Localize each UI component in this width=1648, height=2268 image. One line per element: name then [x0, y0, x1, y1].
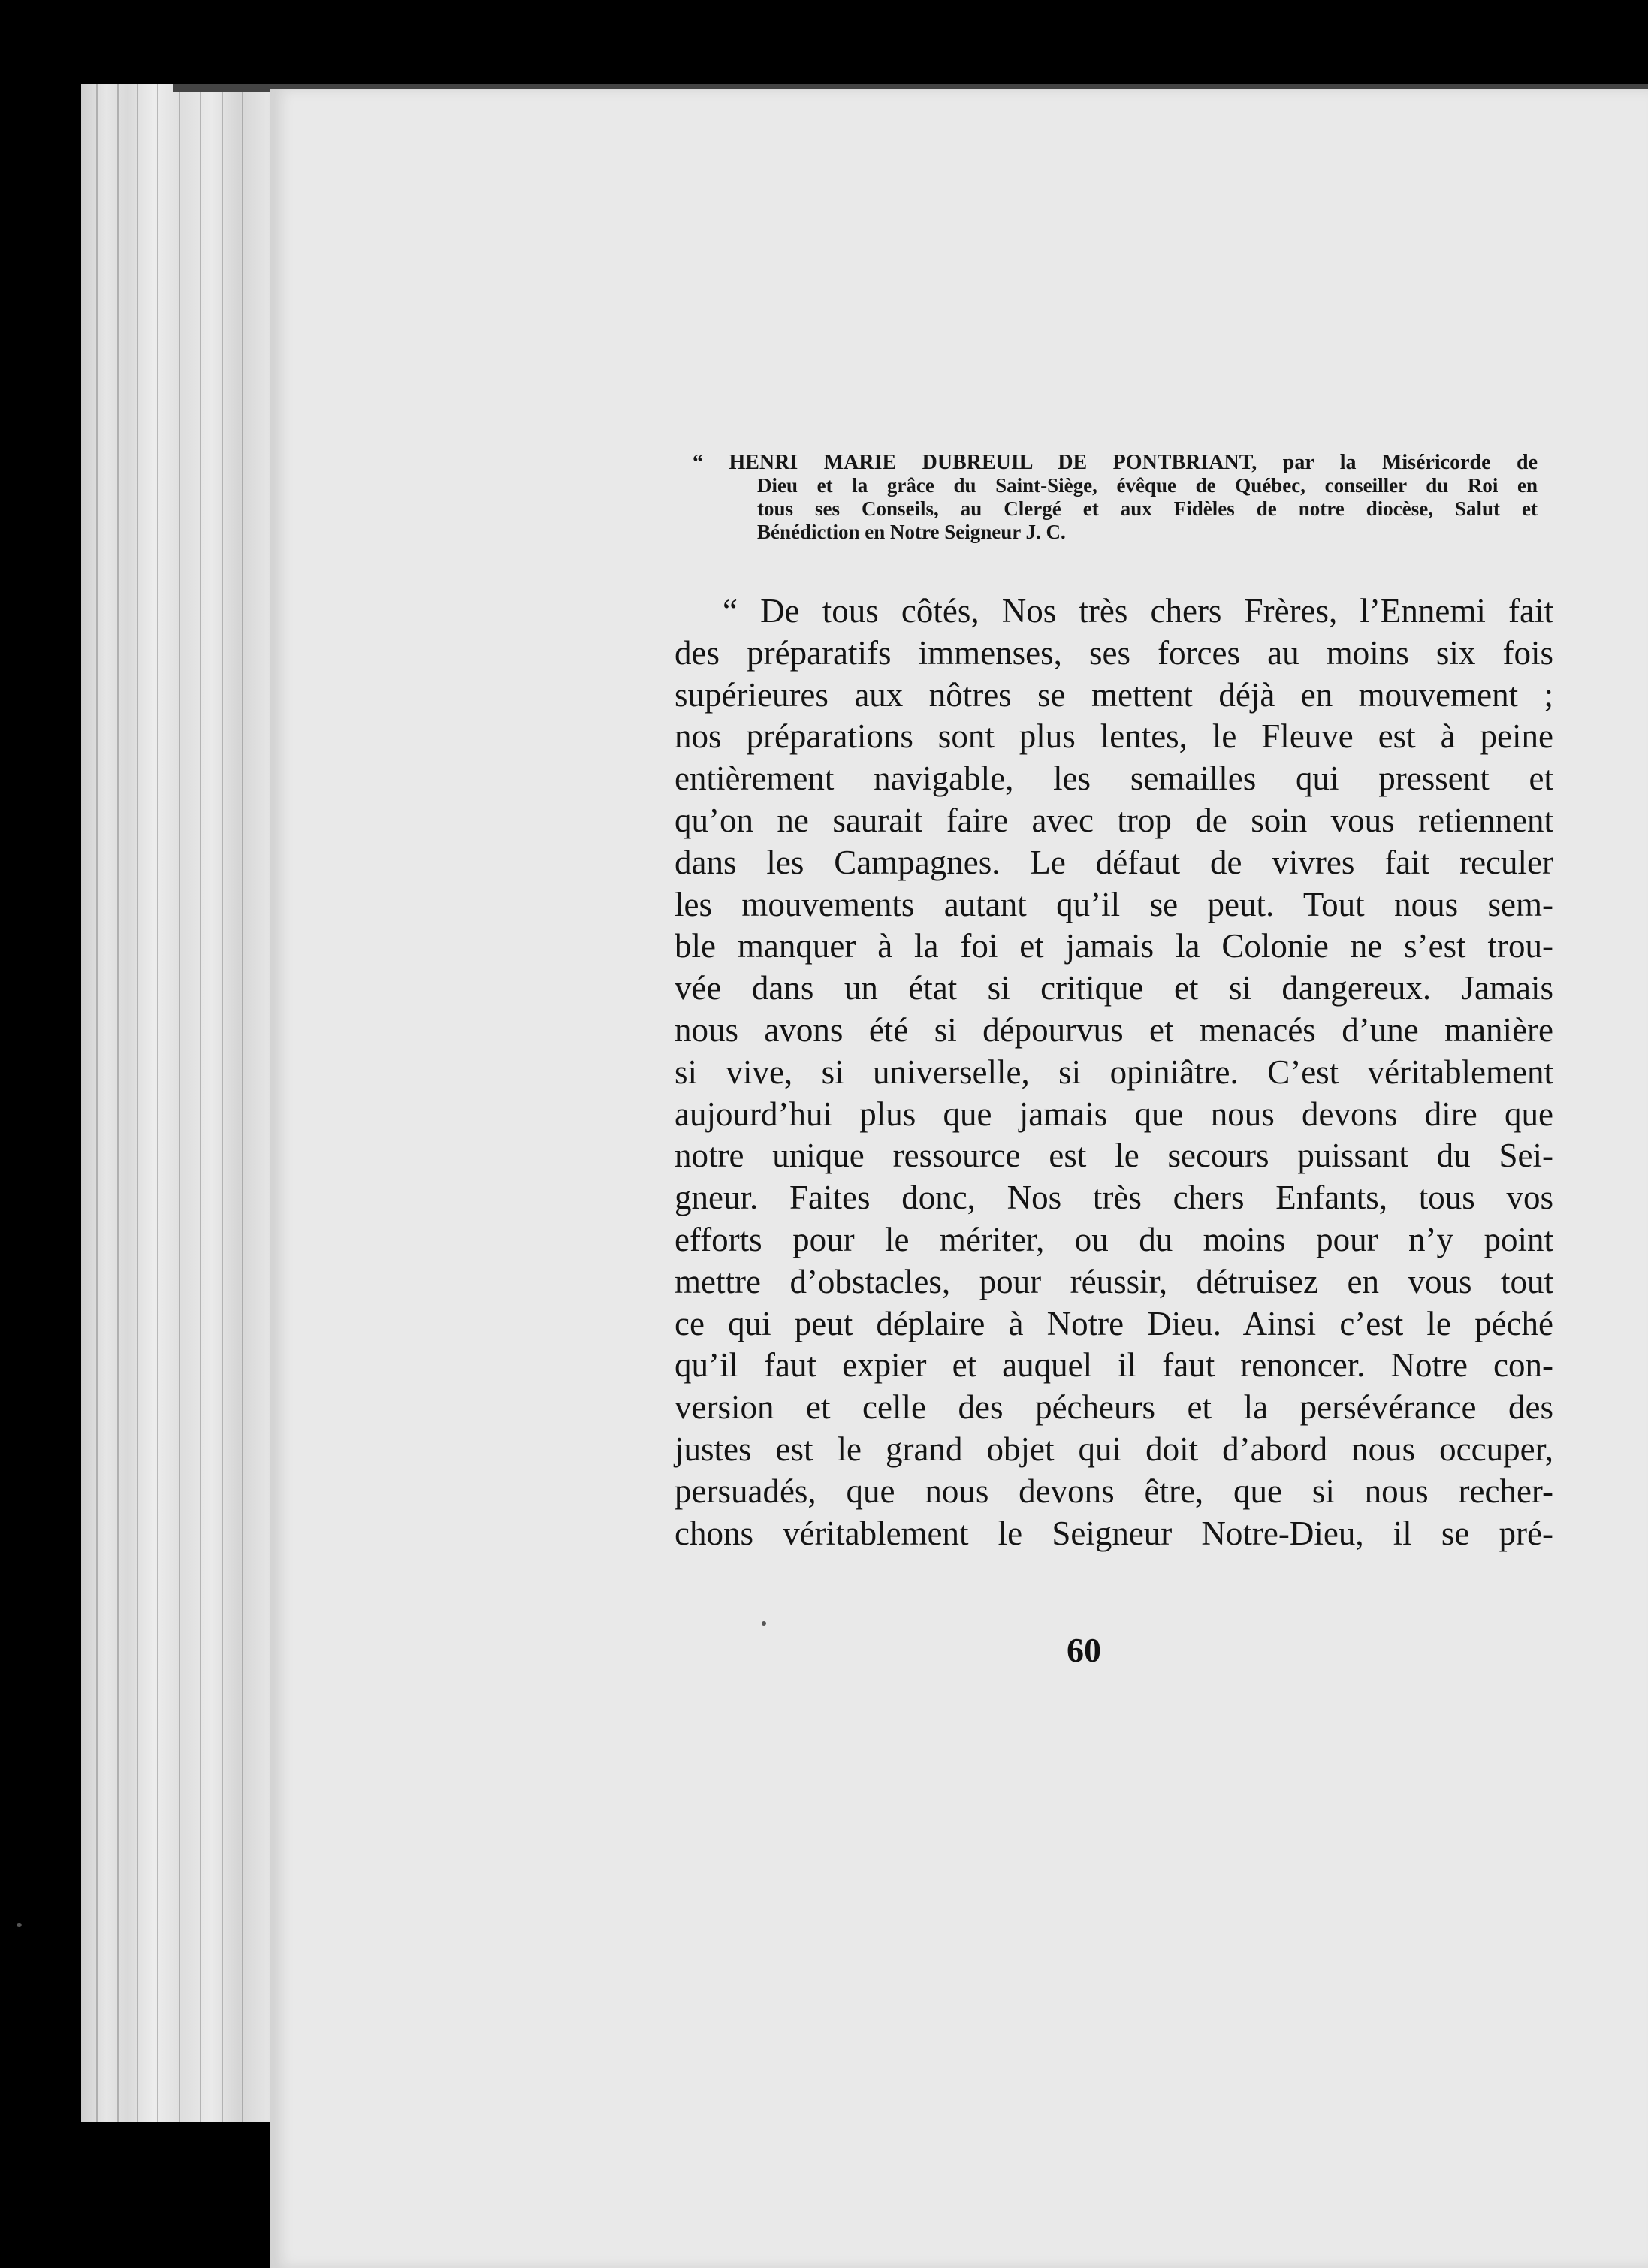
- header-line: tous ses Conseils, au Clergé et aux Fidèles de notre diocèse, Salut et: [757, 497, 1538, 520]
- page-number: 60: [1067, 1631, 1101, 1669]
- body-line: efforts pour le mériter, ou du moins pour n’y point: [675, 1220, 1553, 1258]
- page-edge-line: [96, 84, 98, 2122]
- page-edge-line: [222, 84, 223, 2122]
- page-edge-line: [179, 84, 180, 2122]
- body-line: version et celle des pécheurs et la persévérance des: [675, 1388, 1553, 1427]
- body-line: qu’il faut expier et auquel il faut renoncer. Notre con-: [675, 1346, 1553, 1385]
- body-line: notre unique ressource est le secours puissant du Sei-: [675, 1137, 1553, 1175]
- page-edge-line: [242, 84, 243, 2122]
- body-paragraph: [675, 590, 1553, 1554]
- body-line: mettre d’obstacles, pour réussir, détruisez en vous tout: [675, 1262, 1553, 1300]
- body-line: dans les Campagnes. Le défaut de vivres fait reculer: [675, 843, 1553, 881]
- dust-speck: [17, 1923, 22, 1927]
- header-line: Dieu et la grâce du Saint-Siège, évêque de Québec, conseiller du Roi en: [757, 474, 1538, 497]
- header-line: “ HENRI MARIE DUBREUIL DE PONTBRIANT, par la Miséricorde de: [693, 451, 1538, 474]
- body-line: nous avons été si dépourvus et menacés d’une manière: [675, 1010, 1553, 1049]
- page-edge-line: [200, 84, 201, 2122]
- body-line: persuadés, que nous devons être, que si nous recher-: [675, 1472, 1553, 1510]
- body-line: si vive, si universelle, si opiniâtre. C’est véritablement: [675, 1052, 1553, 1091]
- body-line: qu’on ne saurait faire avec trop de soin vous retiennent: [675, 801, 1553, 839]
- page-edge-line: [157, 84, 158, 2122]
- dust-speck: [762, 1621, 766, 1626]
- body-line: supérieures aux nôtres se mettent déjà en mouvement ;: [675, 675, 1553, 714]
- body-line: entièrement navigable, les semailles qui pressent et: [675, 760, 1553, 798]
- body-line: aujourd’hui plus que jamais que nous devons dire que: [675, 1095, 1553, 1133]
- page-edges-stack: [81, 84, 291, 2122]
- body-line: vée dans un état si critique et si dangereux. Jamais: [675, 969, 1553, 1007]
- page-edge-line: [137, 84, 138, 2122]
- body-line: chons véritablement le Seigneur Notre-Dieu, il se pré-: [675, 1514, 1553, 1552]
- body-line: ce qui peut déplaire à Notre Dieu. Ainsi c’est le péché: [675, 1304, 1553, 1342]
- body-line: justes est le grand objet qui doit d’abord nous occuper,: [675, 1430, 1553, 1468]
- body-line: ble manquer à la foi et jamais la Colonie ne s’est trou-: [675, 927, 1553, 965]
- body-line: gneur. Faites donc, Nos très chers Enfants, tous vos: [675, 1179, 1553, 1217]
- mandate-header: [693, 451, 1538, 544]
- body-line: nos préparations sont plus lentes, le Fleuve est à peine: [675, 717, 1553, 756]
- body-line: des préparatifs immenses, ses forces au moins six fois: [675, 633, 1553, 672]
- page-edge-line: [117, 84, 119, 2122]
- header-line: Bénédiction en Notre Seigneur J. C.: [757, 521, 1066, 543]
- body-line: les mouvements autant qu’il se peut. Tout nous sem-: [675, 885, 1553, 923]
- body-line: “ De tous côtés, Nos très chers Frères, l’Ennemi fait: [723, 592, 1553, 630]
